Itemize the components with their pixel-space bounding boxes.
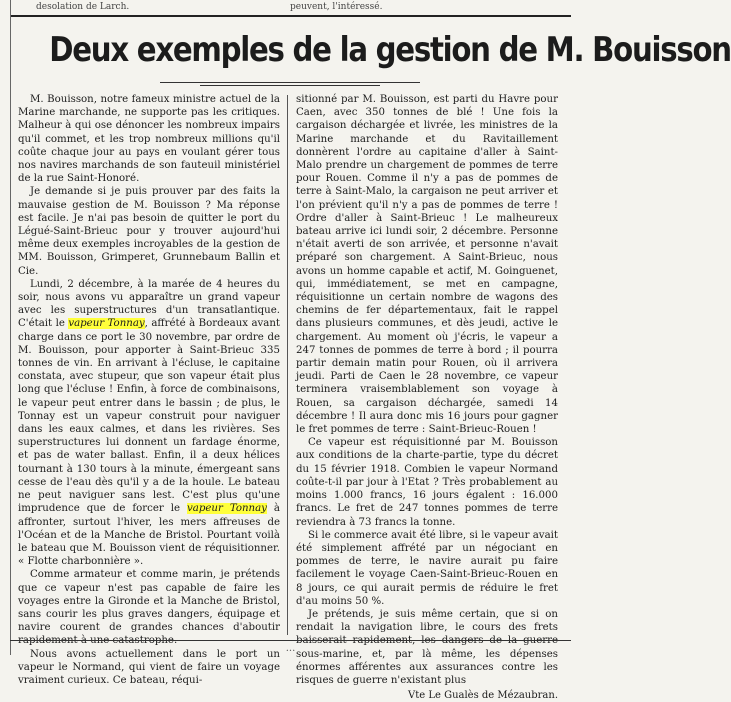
text-segment: , affrété à Bordeaux avant charge dans ce port le 30 novembre, par ordre de M. Bouisson, pour apporter à Saint-Brieuc 335 tonnes de vin. En arrivant à l'écluse, le capitaine constata, avec stupeur, que son vapeur était plus long que l'écluse ! Enfin, à force de combinaisons, le vapeur peut entrer dans le bassin ; de plus, le Tonnay est un vapeur construit pour naviguer dans les eaux calmes, et dans les rivières. Ses superstructures lui donnent un fardage énorme, et pas de water ballast. Enfin, il a deux hélices tournant à 130 tours à la minute, émergeant sans cesse de l'eau dès qu'il y a de la houle. Le bateau ne peut naviguer sans lest. C'est plus qu'une imprudence que de forcer le [18,318,281,515]
paragraph: M. Bouisson, notre fameux ministre actuel de la Marine marchande, ne supporte pas les critiques. Malheur à qui ose dénoncer les nombreux impairs qu'il commet, et les trop nombreux millions qu'il coûte chaque jour au pays en voulant gérer tous nos navires marchands de son fauteuil ministériel de la rue Saint-Honoré. [18,94,280,185]
text-segment: à affronter, surtout l'hiver, les mers affreuses de l'Océan et de la Manche de Bristol. Pourtant voilà le bateau que M. Bouisson vient de réquisitionner. « Flotte charbonnière ». [18,503,280,568]
text-segment: Lundi, 2 décembre, à la marée de 4 heures du soir, nous avons vu apparaître un grand vapeur avec les superstructures d'un transatlantique. C'était le [18,278,280,330]
author-signature: Vte Le Gualès de Mézaubran. [408,690,558,702]
top-rule [10,15,571,17]
left-margin-rule [10,0,11,655]
strip-right-text: peuvent, l'intéressé. [290,2,383,12]
article-column-left [18,93,280,687]
paragraph: Si le commerce avait été libre, si le vapeur avait été simplement affrété par un négociant en pommes de terre, le navire aurait pu faire facilement le voyage Caen-Saint-Brieuc-Rouen en 8 jours, ce qui aurait permis de réduire le fret d'au moins 50 %. [296,529,558,607]
paragraph: Nous avons actuellement dans le port un vapeur le Normand, qui vient de faire un voyage vraiment curieux. Ce bateau, réqui- [18,648,280,686]
paragraph: sitionné par M. Bouisson, est parti du Havre pour Caen, avec 350 tonnes de blé ! Une fois la cargaison déchargée et livrée, les ministres de la Marine marchande et du Ravitaillement donnèrent l'ordre au capitaine d'aller à Saint-Malo prendre un chargement de pommes de terre pour Rouen. Comme il n'y a pas de pommes de terre à Saint-Malo, la cargaison ne peut arriver et l'on prévient qu'il n'y a pas de pommes de terre ! Ordre d'aller à Saint-Brieuc ! Le malheureux bateau arrive ici lundi soir, 2 décembre. Personne n'était averti de son arrivée, et personne n'avait préparé son chargement. A Saint-Brieuc, nous avons un homme capable et actif, M. Goinguenet, qui, immédiatement, se met en campagne, réquisitionne un certain nombre de wagons des chemins de fer départementaux, fait le rappel dans plusieurs communes, et dès jeudi, active le chargement. Au moment où j'écris, le vapeur a 247 tonnes de pommes de terre à bord ; il pourra partir demain matin pour Rouen, où il arrivera jeudi. Parti de Caen le 28 novembre, ce vapeur terminera vraisemblablement son voyage à Rouen, sa cargaison déchargée, samedi 14 décembre ! Il aura donc mis 16 jours pour gagner le fret pommes de terre : Saint-Brieuc-Rouen ! [296,94,558,436]
paragraph: Je prétends, je suis même certain, que si on rendait la navigation libre, le cours des frets sous-marine, et, par là même, les dépenses énormes afférentes aux assurances contre les risques de guerre n'existant plus [296,608,558,686]
paragraph: Ce vapeur est réquisitionné par M. Bouisson aux conditions de la charte-partie, type du décret du 15 février 1918. Combien le vapeur Normand coûte-t-il par jour à l'Etat ? Très probablement au moins 1.000 francs, 16 jours égalent : 16.000 francs. Le fret de 247 tonnes pommes de terre reviendra à 73 francs la tonne. [296,437,558,528]
strip-left-text: desolation de Larch. [36,2,130,12]
paragraph: Comme armateur et comme marin, je prétends que ce vapeur n'est pas capable de faire les voyages entre la Gironde et la Manche de Bristol, sans courir les plus graves dangers, équipage et navire courent de grandes chances d'aboutir [18,569,280,634]
headline-rule-short [200,85,380,86]
highlighted-vapeur-tonnay: vapeur Tonnay [68,318,145,330]
highlighted-vapeur-tonnay: vapeur Tonnay [187,503,267,515]
previous-article-strip [0,0,581,16]
paragraph: Je demande si je puis prouver par des faits la mauvaise gestion de M. Bouisson ? Ma réponse est facile. Je n'ai pas besoin de quitter le port du Légué-Saint-Brieuc pour y trouver aujourd'hui même deux exemples incroyables de la gestion de MM. Bouisson, Grimperet, Grunnebaum Ballin et Cie. [18,186,280,277]
column-divider [287,95,288,635]
article-column-right [296,93,558,702]
bottom-rule [10,640,571,641]
paragraph-tonnay [18,278,280,568]
next-article-strip: ... [285,643,296,654]
article-headline: Deux exemples de la gestion de M. Bouisson [49,30,731,70]
headline-rule [160,82,420,83]
